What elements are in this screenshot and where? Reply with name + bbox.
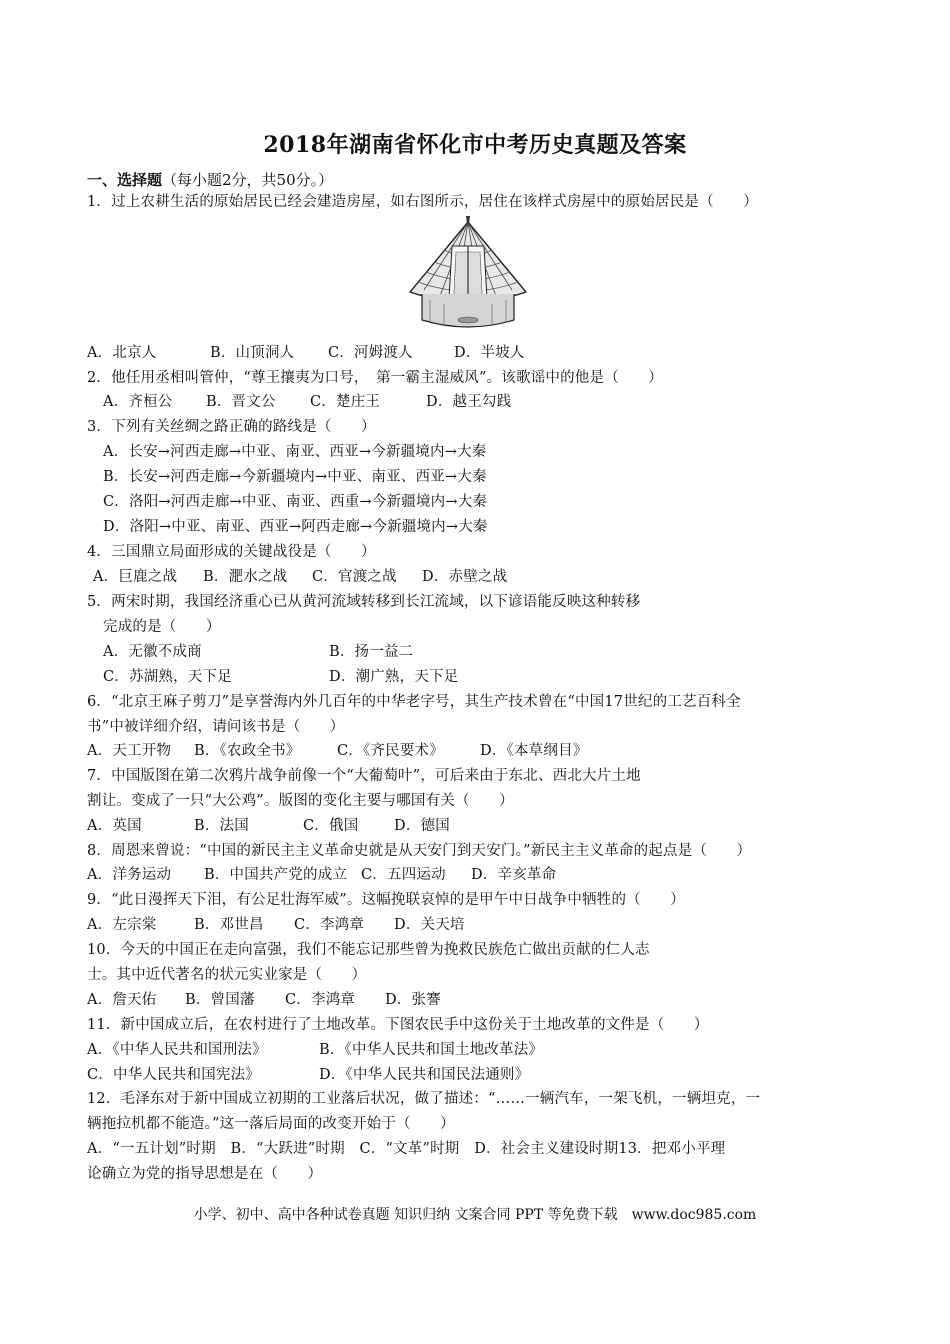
question-2-options bbox=[103, 392, 511, 412]
q11-option-a[interactable]: A．《中华人民共和国刑法》 bbox=[87, 1042, 267, 1058]
footer-note: 小学、初中、高中各种试卷真题 知识归纳 文案合同 PPT 等免费下载 www.doc985.com bbox=[193, 1207, 757, 1223]
q1-option-b[interactable]: B．山顶洞人 bbox=[210, 345, 295, 361]
q6-option-d[interactable]: D．《本草纲目》 bbox=[480, 743, 588, 759]
question-2-stem: 2．他任用丞相叫管仲，“尊王攘夷为口号， 第一霸主湿威风”。该歌谣中的他是（ ） bbox=[87, 370, 663, 386]
q1-option-a[interactable]: A．北京人 bbox=[87, 345, 157, 361]
question-6-options bbox=[87, 741, 587, 761]
question-7-stem-cont: 割让。变成了一只“大公鸡”。版图的变化主要与哪国有关（ ） bbox=[87, 793, 514, 809]
q9-option-b[interactable]: B．邓世昌 bbox=[194, 917, 264, 933]
section-label: 一、选择题 bbox=[87, 171, 163, 189]
q3-option-b[interactable]: B．长安→河西走廊→今新疆境内→中亚、南亚、西亚→大秦 bbox=[103, 469, 487, 485]
question-12-stem: 12．毛泽东对于新中国成立初期的工业落后状况，做了描述：“……一辆汽车，一架飞机，一辆坦克，一 bbox=[87, 1091, 761, 1107]
question-6-stem: 6．“北京王麻子剪刀”是享誉海内外几百年的中华老字号，其生产技术曾在“中国17世纪的工艺百科全 bbox=[87, 694, 741, 710]
q6-option-b[interactable]: B．《农政全书》 bbox=[194, 743, 301, 759]
q10-option-c[interactable]: C．李鸿章 bbox=[285, 992, 356, 1008]
primitive-house-illustration bbox=[404, 216, 532, 334]
question-11-options-row1 bbox=[87, 1040, 543, 1060]
question-4-options bbox=[93, 567, 507, 587]
question-5-options-row2 bbox=[103, 667, 458, 687]
question-3-stem: 3．下列有关丝绸之路正确的路线是（ ） bbox=[87, 419, 376, 435]
q5-option-a[interactable]: A．无徽不成商 bbox=[103, 644, 202, 660]
question-13-stem-cont: 论确立为党的指导思想是在（ ） bbox=[87, 1166, 323, 1182]
section-note: （每小题2分，共50分。） bbox=[162, 171, 334, 189]
question-8-options bbox=[87, 865, 556, 885]
q2-option-c[interactable]: C．楚庄王 bbox=[310, 394, 381, 410]
question-5-options-row1 bbox=[103, 642, 413, 662]
question-12-options-and-13-stem: A．“一五计划”时期 B．“大跃进”时期 C．“文革”时期 D．社会主义建设时期13．把邓小平理 bbox=[87, 1141, 726, 1157]
q4-option-c[interactable]: C．官渡之战 bbox=[312, 569, 397, 585]
page-title: 2018年湖南省怀化市中考历史真题及答案 bbox=[263, 132, 687, 158]
section-heading bbox=[87, 169, 333, 190]
q9-option-c[interactable]: C．李鸿章 bbox=[294, 917, 365, 933]
q6-option-a[interactable]: A．天工开物 bbox=[87, 743, 172, 759]
question-9-stem: 9．“此日漫挥天下泪，有公足壮海军威”。这幅挽联哀悼的是甲午中日战争中牺牲的（ ） bbox=[87, 892, 685, 908]
q4-option-b[interactable]: B．淝水之战 bbox=[203, 569, 288, 585]
q7-option-c[interactable]: C．俄国 bbox=[303, 818, 359, 834]
q7-option-b[interactable]: B．法国 bbox=[194, 818, 249, 834]
q11-option-c[interactable]: C．中华人民共和国宪法》 bbox=[87, 1067, 260, 1083]
q10-option-a[interactable]: A．詹天佑 bbox=[87, 992, 157, 1008]
question-1-stem: 1．过上农耕生活的原始居民已经会建造房屋，如右图所示，居住在该样式房屋中的原始居民是（ ） bbox=[87, 194, 758, 210]
q9-option-a[interactable]: A．左宗棠 bbox=[87, 917, 157, 933]
q5-option-b[interactable]: B．扬一益二 bbox=[329, 644, 414, 660]
question-10-options bbox=[87, 990, 441, 1010]
q10-option-d[interactable]: D．张謇 bbox=[385, 992, 441, 1008]
question-10-stem: 10．今天的中国正在走向富强，我们不能忘记那些曾为挽救民族危亡做出贡献的仁人志 bbox=[87, 942, 650, 958]
question-7-stem: 7．中国版图在第二次鸦片战争前像一个“大葡萄叶”，可后来由于东北、西北大片土地 bbox=[87, 768, 641, 784]
question-5-stem-cont: 完成的是（ ） bbox=[103, 619, 221, 635]
question-11-options-row2 bbox=[87, 1065, 529, 1085]
q3-option-d[interactable]: D．洛阳→中亚、南亚、西亚→阿西走廊→今新疆境内→大秦 bbox=[103, 519, 488, 535]
q1-option-d[interactable]: D．半坡人 bbox=[454, 345, 525, 361]
q1-option-c[interactable]: C．河姆渡人 bbox=[328, 345, 413, 361]
question-10-stem-cont: 士。其中近代著名的状元实业家是（ ） bbox=[87, 967, 367, 983]
question-11-stem: 11．新中国成立后，在农村进行了土地改革。下图农民手中这份关于土地改革的文件是（ ） bbox=[87, 1017, 709, 1033]
question-1-options bbox=[87, 343, 525, 363]
q2-option-a[interactable]: A．齐桓公 bbox=[103, 394, 173, 410]
q10-option-b[interactable]: B．曾国藩 bbox=[185, 992, 255, 1008]
q8-option-b[interactable]: B．中国共产党的成立 bbox=[204, 867, 348, 883]
q6-option-c[interactable]: C．《齐民要术》 bbox=[337, 743, 444, 759]
q8-option-a[interactable]: A．洋务运动 bbox=[87, 867, 172, 883]
q11-option-b[interactable]: B．《中华人民共和国土地改革法》 bbox=[319, 1042, 544, 1058]
question-4-stem: 4．三国鼎立局面形成的关键战役是（ ） bbox=[87, 544, 376, 560]
question-6-stem-cont: 书”中被详细介绍，请问该书是（ ） bbox=[87, 719, 345, 735]
q11-option-d[interactable]: D．《中华人民共和国民法通则》 bbox=[319, 1067, 530, 1083]
question-9-options bbox=[87, 915, 465, 935]
q2-option-d[interactable]: D．越王勾践 bbox=[426, 394, 512, 410]
q8-option-c[interactable]: C．五四运动 bbox=[361, 867, 446, 883]
q7-option-d[interactable]: D．德国 bbox=[394, 818, 450, 834]
question-12-stem-cont: 辆拖拉机都不能造。”这一落后局面的改变开始于（ ） bbox=[87, 1116, 455, 1132]
q3-option-c[interactable]: C．洛阳→河西走廊→中亚、南亚、西重→今新疆境内→大秦 bbox=[103, 494, 488, 510]
q8-option-d[interactable]: D．辛亥革命 bbox=[471, 867, 557, 883]
q7-option-a[interactable]: A．英国 bbox=[87, 818, 142, 834]
q5-option-c[interactable]: C．苏湖熟，天下足 bbox=[103, 669, 232, 685]
question-8-stem: 8．周恩来曾说：“中国的新民主主义革命史就是从天安门到天安门。”新民主主义革命的起点是（ ） bbox=[87, 843, 752, 859]
q9-option-d[interactable]: D．关天培 bbox=[394, 917, 465, 933]
q4-option-d[interactable]: D．赤壁之战 bbox=[422, 569, 508, 585]
question-7-options bbox=[87, 816, 450, 836]
q4-option-a[interactable]: A．巨鹿之战 bbox=[93, 569, 178, 585]
q2-option-b[interactable]: B．晋文公 bbox=[206, 394, 276, 410]
q5-option-d[interactable]: D．潮广熟，天下足 bbox=[329, 669, 459, 685]
q3-option-a[interactable]: A．长安→河西走廊→中亚、南亚、西亚→今新疆境内→大秦 bbox=[103, 444, 487, 460]
question-5-stem: 5．两宋时期，我国经济重心已从黄河流域转移到长江流域，以下谚语能反映这种转移 bbox=[87, 594, 641, 610]
